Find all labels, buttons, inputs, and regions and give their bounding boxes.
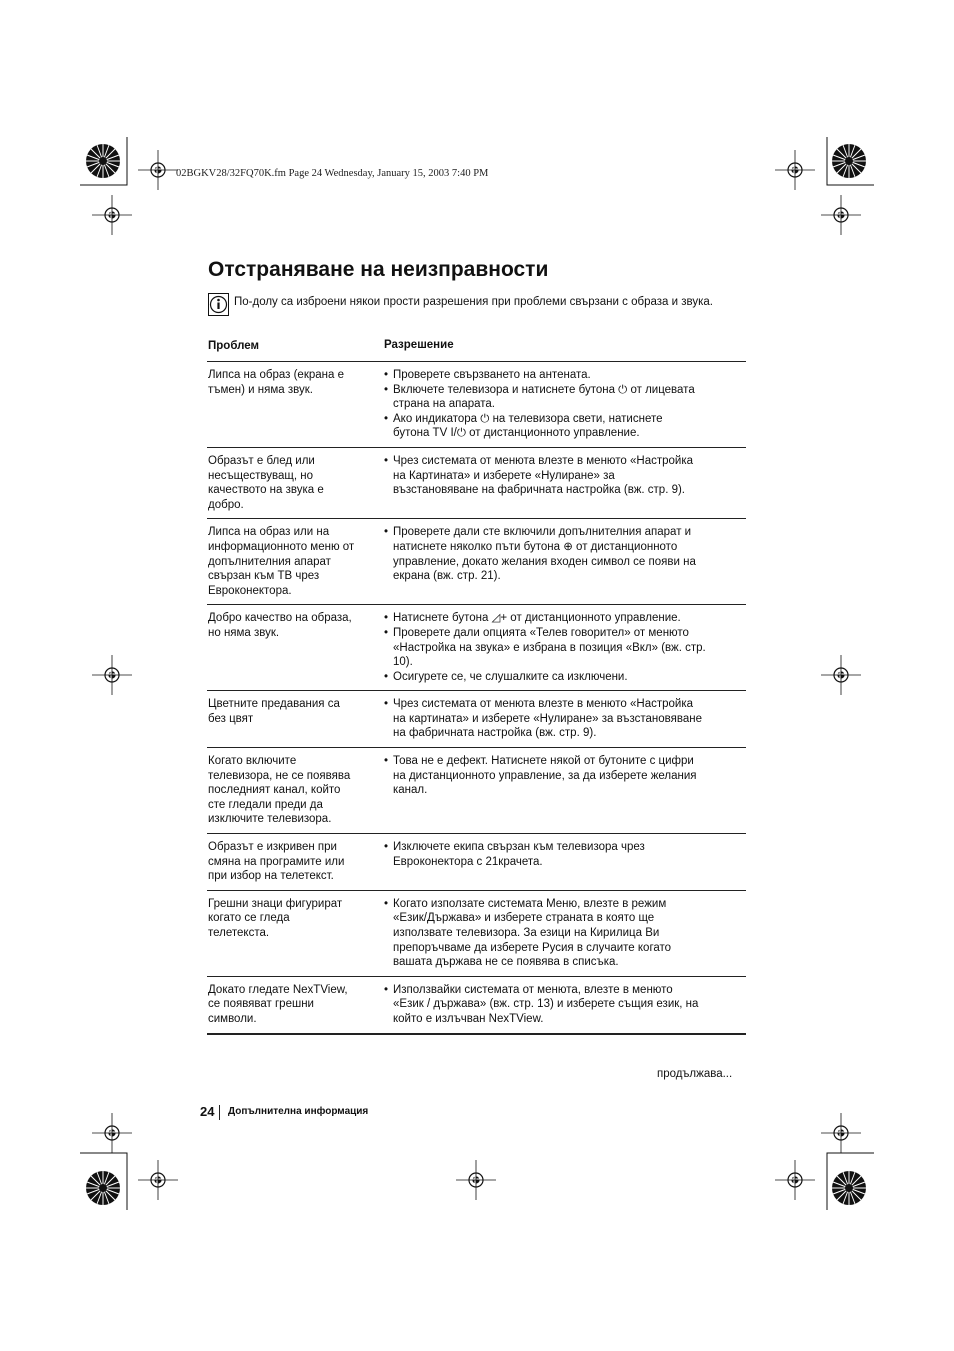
continues-note: продължава... bbox=[657, 1068, 733, 1080]
solution-line: • Включете телевизора и натиснете бутона ⏻ от лицевата bbox=[393, 383, 695, 396]
solution-line: който е излъчван NexTView. bbox=[393, 1012, 544, 1025]
print-header: 02BGKV28/32FQ70K.fm Page 24 Wednesday, January 15, 2003 7:40 PM bbox=[176, 168, 489, 179]
solution-line: препоръчваме да изберете Русия в случаите когато bbox=[393, 941, 672, 954]
problem-line: Липса на образ или на bbox=[208, 526, 330, 539]
solution-item bbox=[384, 412, 746, 441]
problem-line: Евроконектора. bbox=[208, 584, 292, 597]
solution-item bbox=[384, 454, 746, 498]
problem-line: качеството на звука е bbox=[208, 484, 324, 497]
column-header-solution: Разрешение bbox=[384, 339, 454, 351]
solution-cell bbox=[377, 525, 746, 598]
solution-item bbox=[384, 670, 746, 685]
problem-line: Когато включите bbox=[208, 755, 297, 768]
solution-item bbox=[384, 383, 746, 412]
solution-line: възстановяване на фабричната настройка (вж. стр. 9). bbox=[393, 484, 686, 497]
table-row bbox=[207, 748, 746, 834]
problem-cell bbox=[207, 525, 377, 598]
problem-line: Цветните предавания са bbox=[208, 698, 340, 711]
problem-line: добро. bbox=[208, 498, 244, 511]
table-row bbox=[207, 834, 746, 891]
problem-cell bbox=[207, 840, 377, 884]
problem-line: последният канал, който bbox=[208, 784, 341, 797]
solution-line: «Език/Държава» и изберете страната в която ще bbox=[393, 912, 655, 925]
solution-line: • Проверете дали опцията «Телев говорител» от менюто bbox=[393, 626, 689, 639]
solution-line: • Проверете свързването на антената. bbox=[393, 369, 591, 381]
problem-cell bbox=[207, 754, 377, 827]
solution-line: 10). bbox=[393, 656, 413, 669]
problem-cell bbox=[207, 611, 377, 684]
solution-line: «Език / държава» (вж. стр. 13) и изберете същия език, на bbox=[393, 998, 699, 1011]
solution-line: • Чрез системата от менюта влезте в менюто «Настройка bbox=[393, 454, 694, 467]
problem-line: Образът е блед или bbox=[208, 454, 315, 467]
problem-line: телетекста. bbox=[208, 927, 270, 939]
solution-line: страна на апарата. bbox=[393, 398, 495, 411]
solution-line: на фабричната настройка (вж. стр. 9). bbox=[393, 727, 597, 740]
troubleshooting-table bbox=[207, 335, 746, 1035]
solution-line: • Това не е дефект. Натиснете някой от бутоните с цифри bbox=[393, 755, 694, 768]
solution-line: канал. bbox=[393, 784, 428, 797]
info-icon bbox=[208, 293, 229, 316]
problem-line: когато се гледа bbox=[208, 912, 290, 925]
solution-item bbox=[384, 611, 746, 626]
problem-cell bbox=[207, 368, 377, 441]
solution-cell bbox=[377, 983, 746, 1027]
solution-line: «Настройка на звука» е избрана в позиция «Вкл» (вж. стр. bbox=[393, 641, 706, 654]
solution-cell bbox=[377, 697, 746, 741]
problem-cell bbox=[207, 897, 377, 970]
solution-item bbox=[384, 983, 746, 1027]
problem-cell bbox=[207, 983, 377, 1027]
problem-line: Грешни знаци фигурират bbox=[208, 897, 343, 910]
table-row bbox=[207, 977, 746, 1035]
solution-item bbox=[384, 368, 746, 383]
problem-line: информационното меню от bbox=[208, 540, 355, 553]
solution-cell bbox=[377, 840, 746, 884]
solution-cell bbox=[377, 368, 746, 441]
table-row bbox=[207, 691, 746, 748]
table-body bbox=[207, 362, 746, 1035]
solution-line: на картината» и изберете «Нулиране» за възстановяване bbox=[393, 712, 702, 725]
solution-line: • Осигурете се, че слушалките са изключени. bbox=[393, 670, 628, 683]
solution-line: екрана (вж. стр. 21). bbox=[393, 570, 501, 583]
problem-line: но няма звук. bbox=[208, 626, 280, 639]
solution-item bbox=[384, 897, 746, 970]
solution-item bbox=[384, 626, 746, 670]
problem-line: смяна на програмите или bbox=[208, 855, 345, 868]
problem-line: свързан към ТВ чрез bbox=[208, 570, 320, 583]
page-number: 24 bbox=[200, 1104, 215, 1119]
problem-line: при избор на телетекст. bbox=[208, 870, 334, 883]
solution-line: • Чрез системата от менюта влезте в менюто «Настройка bbox=[393, 698, 694, 711]
solution-cell bbox=[377, 454, 746, 512]
problem-line: символи. bbox=[208, 1012, 257, 1025]
solution-line: използвате телевизора. За езици на Кирилица Ви bbox=[393, 927, 660, 939]
table-row bbox=[207, 891, 746, 977]
solution-cell bbox=[377, 754, 746, 827]
table-row bbox=[207, 448, 746, 519]
problem-line: Добро качество на образа, bbox=[208, 612, 352, 625]
solution-line: на Картината» и изберете «Нулиране» за bbox=[393, 469, 615, 482]
section-name: Допълнителна информация bbox=[228, 1106, 369, 1117]
problem-cell bbox=[207, 454, 377, 512]
problem-line: без цвят bbox=[208, 712, 254, 725]
solution-cell bbox=[377, 611, 746, 684]
solution-item bbox=[384, 697, 746, 741]
solution-cell bbox=[377, 897, 746, 970]
column-header-problem: Проблем bbox=[208, 340, 260, 352]
intro-text: По-долу са изброени някои прости разрешения при проблеми свързани с образа и звука. bbox=[234, 296, 713, 308]
solution-line: • Изключете екипа свързан към телевизора чрез bbox=[393, 841, 645, 854]
problem-line: сте гледали преди да bbox=[208, 798, 323, 811]
solution-line: • Използвайки системата от менюта, влезте в менюто bbox=[393, 983, 673, 996]
table-header bbox=[207, 335, 746, 362]
problem-line: изключите телевизора. bbox=[208, 813, 332, 826]
problem-line: Докато гледате NexTView, bbox=[208, 983, 348, 996]
problem-line: несъществуващ, но bbox=[208, 469, 314, 482]
footer-divider bbox=[219, 1105, 220, 1120]
problem-line: допълнителния апарат bbox=[208, 555, 331, 568]
problem-line: се появяват грешни bbox=[208, 998, 314, 1011]
problem-cell bbox=[207, 697, 377, 741]
solution-line: • Когато използате системата Меню, влезте в режим bbox=[393, 897, 667, 910]
solution-line: • Натиснете бутона ◿+ от дистанционното управление. bbox=[393, 612, 681, 625]
problem-line: тъмен) и няма звук. bbox=[208, 383, 313, 396]
table-row bbox=[207, 519, 746, 605]
problem-line: Липса на образ (екрана е bbox=[208, 369, 344, 381]
solution-line: бутона TV I/⏻ от дистанционното управление. bbox=[393, 427, 640, 440]
solution-line: • Проверете дали сте включили допълнителния апарат и bbox=[393, 526, 692, 539]
intro-note bbox=[208, 293, 748, 319]
problem-line: Образът е изкривен при bbox=[208, 841, 337, 854]
solution-line: на дистанционното управление, за да изберете желания bbox=[393, 769, 697, 782]
solution-line: управление, докато желания входен символ се появи на bbox=[393, 555, 696, 568]
solution-line: натиснете няколко пъти бутона ⊕ от дистанционното bbox=[393, 540, 678, 553]
table-row bbox=[207, 362, 746, 448]
solution-item bbox=[384, 754, 746, 798]
solution-line: • Ако индикатора ⏻ на телевизора свети, натиснете bbox=[393, 412, 663, 425]
solution-line: вашата държава не се появява в списъка. bbox=[393, 956, 619, 969]
page-title: Отстраняване на неизправности bbox=[208, 258, 549, 281]
solution-item bbox=[384, 525, 746, 583]
solution-item bbox=[384, 840, 746, 869]
table-row bbox=[207, 605, 746, 691]
solution-line: Евроконектора с 21крачета. bbox=[393, 855, 543, 868]
problem-line: телевизора, не се появява bbox=[208, 769, 351, 782]
